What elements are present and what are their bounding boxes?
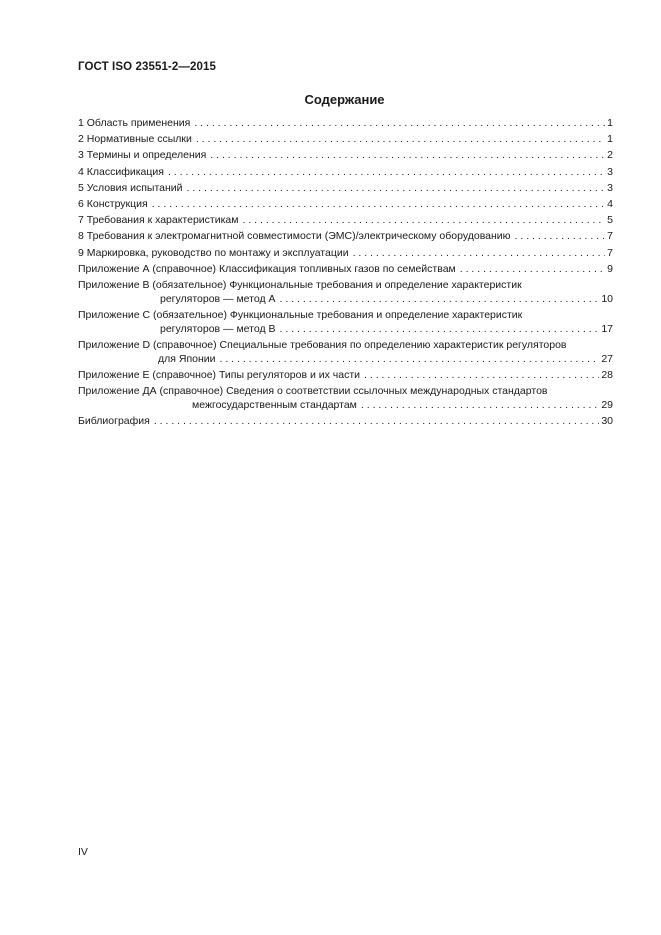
leader-dots xyxy=(361,398,599,412)
toc-entry-label: 4 Классификация xyxy=(78,165,164,178)
toc-entry-page: 7 xyxy=(607,230,613,243)
leader-dots xyxy=(187,181,606,195)
toc-entry-label-continuation: для Японии xyxy=(158,352,216,365)
toc-entry-marking[interactable] xyxy=(78,246,613,262)
toc-entry-bibliography[interactable] xyxy=(78,414,613,430)
toc-entry-test-conditions[interactable] xyxy=(78,181,613,197)
leader-dots xyxy=(152,197,605,211)
toc-entry-label: 7 Требования к характеристикам xyxy=(78,214,239,227)
toc-entry-page: 10 xyxy=(601,292,613,305)
leader-dots xyxy=(280,292,600,306)
toc-entry-page: 4 xyxy=(607,197,613,210)
toc-entry-label: 6 Конструкция xyxy=(78,197,148,210)
leader-dots xyxy=(168,165,605,179)
leader-dots xyxy=(280,322,600,336)
toc-entry-classification[interactable] xyxy=(78,165,613,181)
leader-dots xyxy=(515,229,606,243)
toc-entry-label: 5 Условия испытаний xyxy=(78,181,183,194)
toc-entry-annex-a[interactable] xyxy=(78,262,613,278)
toc-entry-annex-da[interactable] xyxy=(78,384,613,412)
toc-entry-performance[interactable] xyxy=(78,213,613,229)
leader-dots xyxy=(364,368,599,382)
toc-entry-page: 5 xyxy=(607,214,613,227)
toc-entry-page: 30 xyxy=(601,415,613,428)
page-number: IV xyxy=(78,846,88,858)
toc-entry-emc[interactable] xyxy=(78,229,613,245)
toc-entry-construction[interactable] xyxy=(78,197,613,213)
leader-dots xyxy=(242,213,605,227)
toc-entry-label: Приложение В (обязательное) Функциональные требования и определение характеристик xyxy=(78,278,522,291)
toc-entry-page: 1 xyxy=(607,133,613,146)
toc-entry-page: 29 xyxy=(601,399,613,412)
toc-entry-label: 3 Термины и определения xyxy=(78,149,207,162)
toc-entry-page: 27 xyxy=(601,352,613,365)
leader-dots xyxy=(460,262,605,276)
toc-entry-page: 2 xyxy=(607,149,613,162)
leader-dots xyxy=(196,132,605,146)
toc-entry-label: Приложение А (справочное) Классификация топливных газов по семействам xyxy=(78,262,456,275)
toc-entry-page: 9 xyxy=(607,262,613,275)
toc-entry-page: 1 xyxy=(607,117,613,129)
toc-entry-label: Приложение С (обязательное) Функциональные требования и определение характеристик xyxy=(78,308,523,321)
toc-entry-label: Библиография xyxy=(78,415,150,428)
leader-dots xyxy=(353,246,606,260)
toc-entry-scope[interactable] xyxy=(78,116,613,132)
leader-dots xyxy=(194,116,605,130)
leader-dots xyxy=(220,352,600,366)
toc-entry-page: 3 xyxy=(607,165,613,178)
leader-dots xyxy=(154,414,599,428)
toc-entry-normative-references[interactable] xyxy=(78,132,613,148)
toc-entry-label: Приложение D (справочное) Специальные требования по определению характеристик регуляторов xyxy=(78,338,567,351)
toc-entry-annex-d[interactable] xyxy=(78,338,613,366)
document-code: ГОСТ ISO 23551-2—2015 xyxy=(78,61,216,73)
toc-entry-label-continuation: регуляторов — метод А xyxy=(160,292,276,305)
leader-dots xyxy=(210,148,605,162)
toc-entry-label-continuation: регуляторов — метод В xyxy=(160,322,276,335)
toc-entry-label: Приложение ДА (справочное) Сведения о соответствии ссылочных международных стандартов xyxy=(78,385,548,398)
toc-entry-annex-e[interactable] xyxy=(78,368,613,384)
toc-entry-label: 1 Область применения xyxy=(78,117,191,129)
toc-entry-terms[interactable] xyxy=(78,148,613,164)
toc-entry-label: 8 Требования к электромагнитной совместимости (ЭМС)/электрическому оборудованию xyxy=(78,230,511,243)
toc-entry-label: 2 Нормативные ссылки xyxy=(78,133,192,146)
toc-entry-page: 7 xyxy=(607,246,613,259)
toc-entry-page: 17 xyxy=(601,322,613,335)
toc-entry-page: 28 xyxy=(601,368,613,381)
toc-entry-page: 3 xyxy=(607,181,613,194)
toc-title: Содержание xyxy=(304,92,385,107)
toc-entry-label-continuation: межгосударственным стандартам xyxy=(192,399,357,412)
toc-entry-annex-b[interactable] xyxy=(78,278,613,306)
toc-entry-label: 9 Маркировка, руководство по монтажу и эксплуатации xyxy=(78,246,349,259)
toc-entry-annex-c[interactable] xyxy=(78,308,613,336)
toc-entry-label: Приложение Е (справочное) Типы регуляторов и их части xyxy=(78,368,361,381)
table-of-contents xyxy=(78,116,613,430)
